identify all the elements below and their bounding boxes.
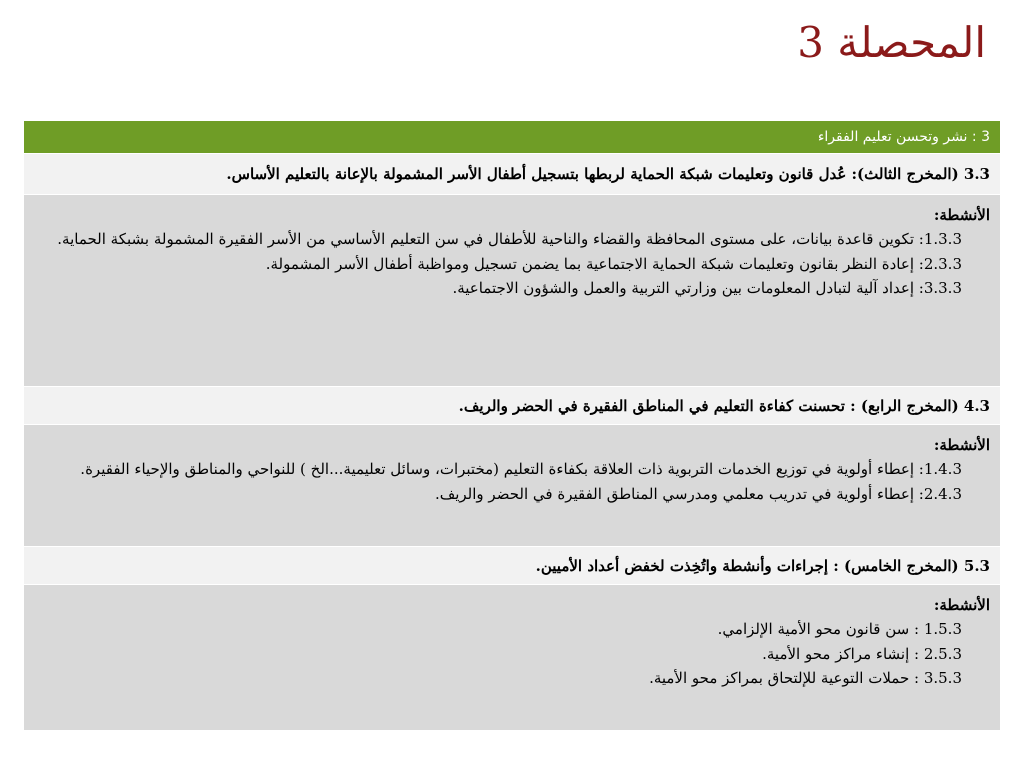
activity-item: 1.4.3: إعطاء أولوية في توزيع الخدمات التربوية ذات العلاقة بكفاءة التعليم (مختبرات، وسائل تعليمية...الخ ) للنواحي والمناطق والإحياء الفقيرة.: [80, 460, 962, 479]
activity-item: 3.5.3 : حملات التوعية للإلتحاق بمراكز محو الأمية.: [649, 668, 962, 687]
activity-item: 2.4.3: إعطاء أولوية في تدريب معلمي ومدرسي المناطق الفقيرة في الحضر والريف.: [434, 484, 962, 503]
activities-label: الأنشطة:: [933, 596, 990, 614]
outcomes-table: [24, 121, 1000, 731]
activities-cell: [24, 585, 1000, 731]
activity-item: 3.3.3: إعداد آلية لتبادل المعلومات بين وزارتي التربية والعمل والشؤون الاجتماعية.: [452, 278, 962, 297]
activity-item: 1.3.3: تكوين قاعدة بيانات، على مستوى المحافظة والقضاء والناحية للأطفال في سن التعليم الأساسي من الأسر الفقيرة المشمولة بشبكة الحماية.: [57, 230, 962, 249]
activities-label: الأنشطة:: [933, 206, 990, 224]
activity-item: 2.5.3 : إنشاء مراكز محو الأمية.: [762, 644, 962, 663]
outcome-heading: 3.3 (المخرج الثالث): عُدل قانون وتعليمات شبكة الحماية لربطها بتسجيل أطفال الأسر المشمولة بالإعانة بالتعليم الأساس.: [24, 154, 1000, 195]
outcome-heading: 4.3 (المخرج الرابع) : تحسنت كفاءة التعليم في المناطق الفقيرة في الحضر والريف.: [24, 387, 1000, 425]
table-header: 3 : نشر وتحسن تعليم الفقراء: [24, 121, 1000, 154]
outcome-heading: 5.3 (المخرج الخامس) : إجراءات وأنشطة واتُخِذت لخفض أعداد الأميين.: [24, 547, 1000, 585]
activity-item: 1.5.3 : سن قانون محو الأمية الإلزامي.: [717, 620, 962, 639]
activities-cell: [24, 195, 1000, 387]
activities-cell: [24, 425, 1000, 547]
activity-item: 2.3.3: إعادة النظر بقانون وتعليمات شبكة الحماية الاجتماعية بما يضمن تسجيل ومواظبة أطفال الأسر المشمولة.: [265, 254, 962, 273]
slide-title: المحصلة 3: [797, 18, 986, 67]
activities-label: الأنشطة:: [933, 436, 990, 454]
